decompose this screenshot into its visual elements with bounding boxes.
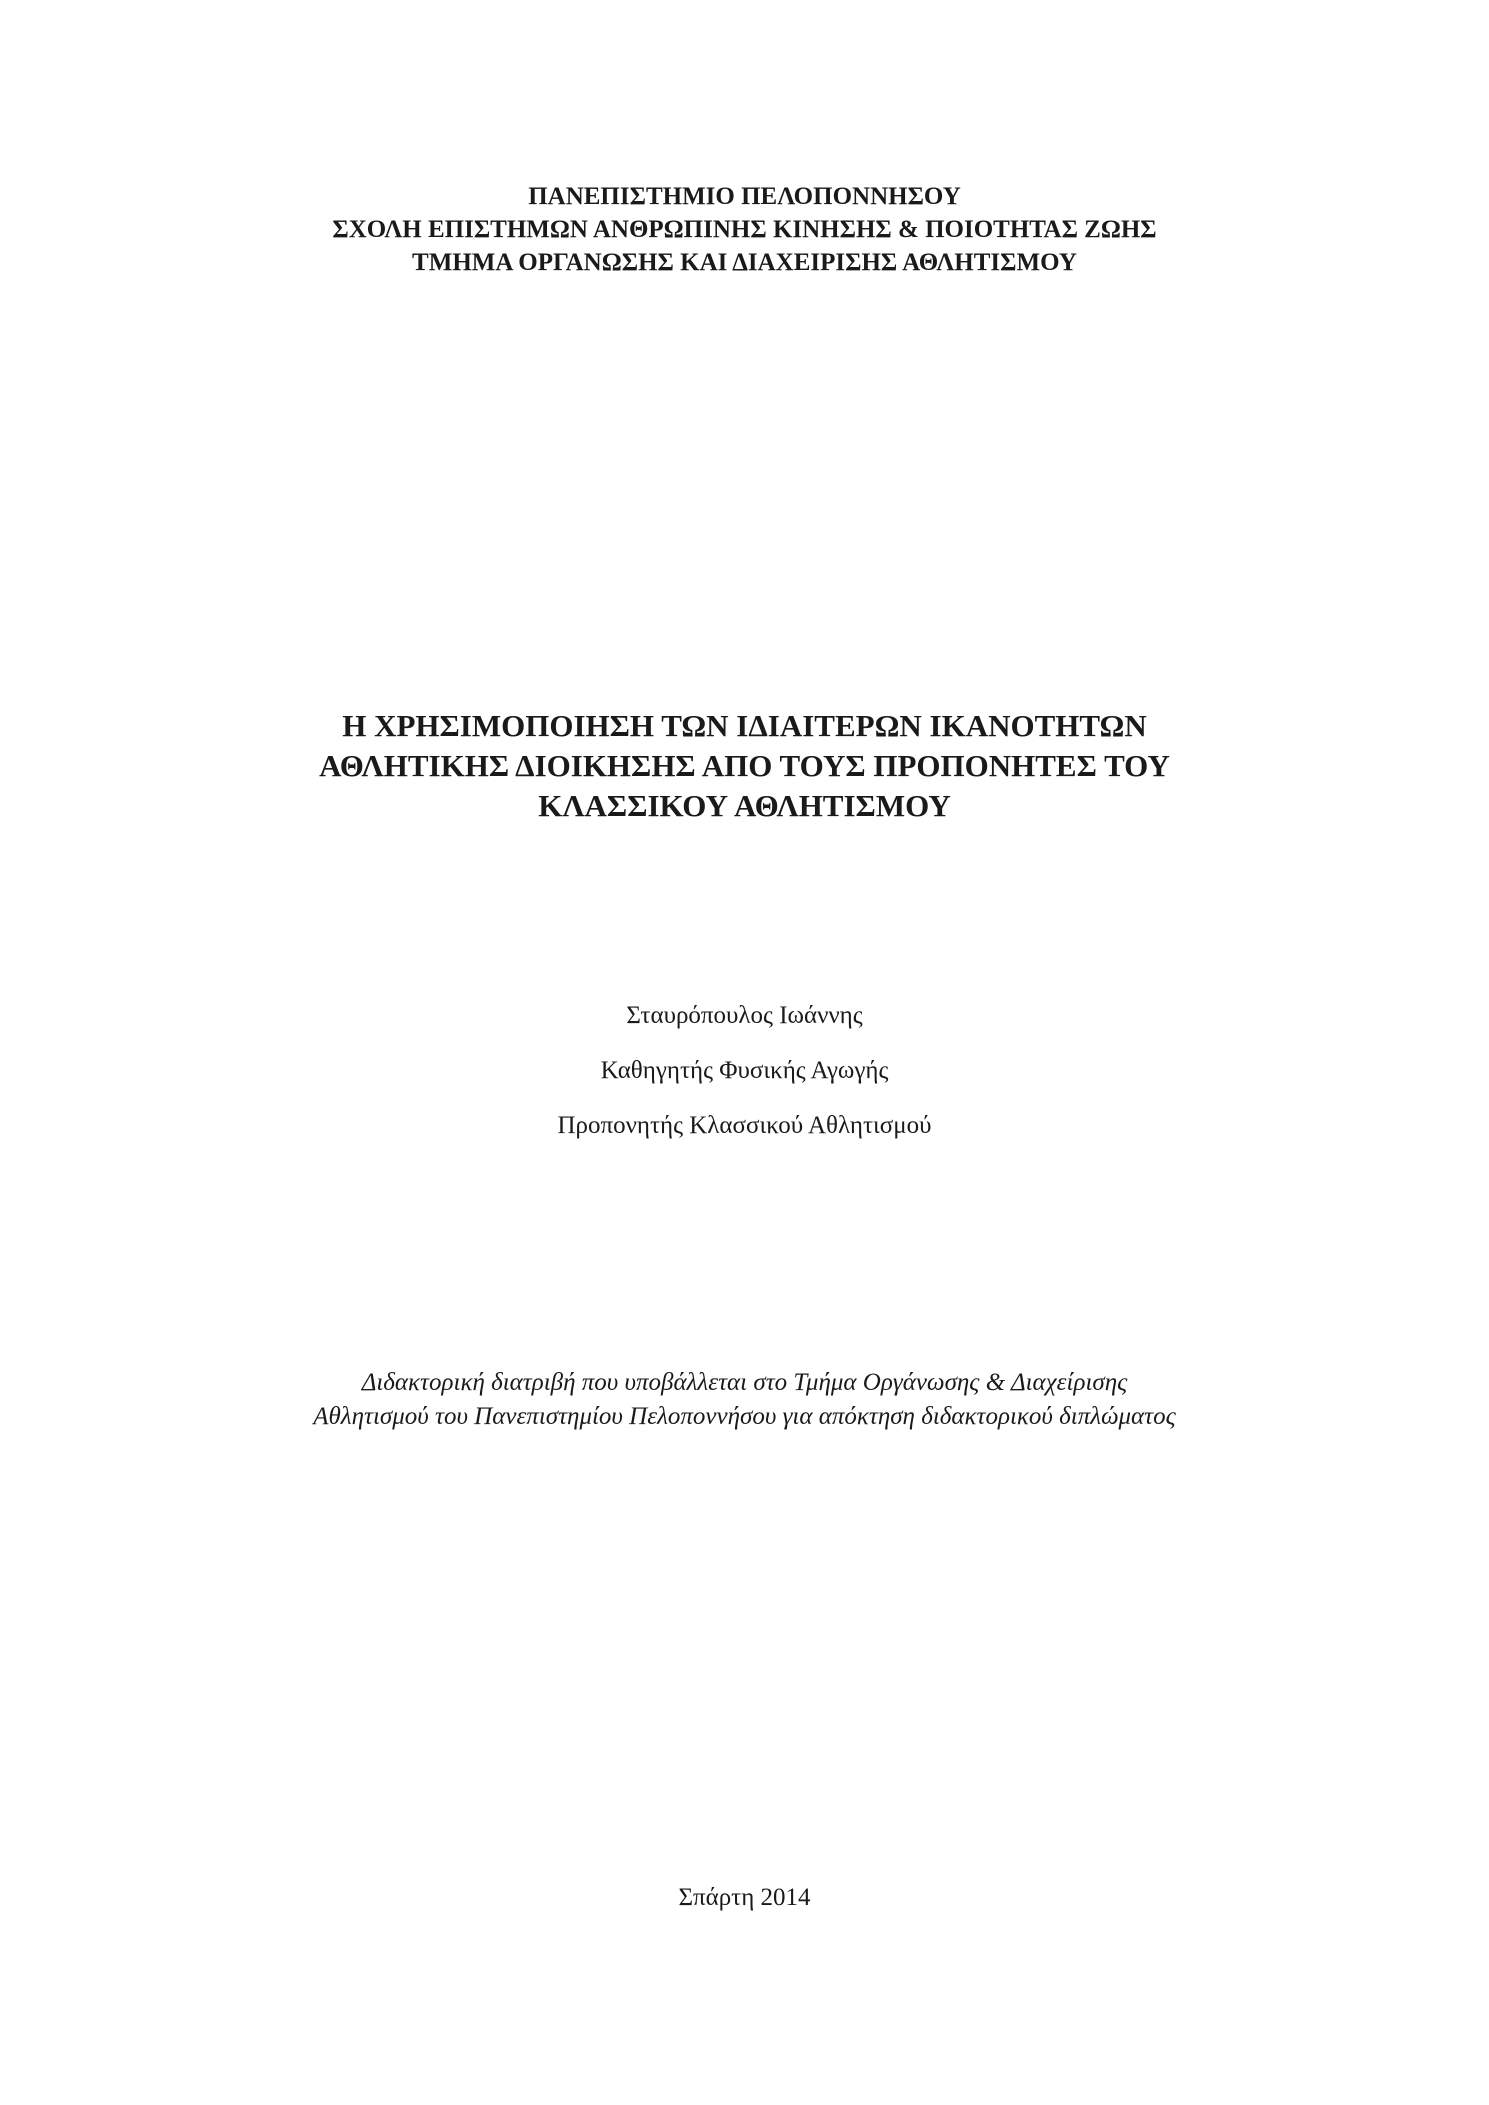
place-date (0, 1882, 1489, 1914)
author-role-1: Καθηγητής Φυσικής Αγωγής (600, 1057, 889, 1084)
department-name: ΤΜΗΜΑ ΟΡΓΑΝΩΣΗΣ ΚΑΙ ΔΙΑΧΕΙΡΙΣΗΣ ΑΘΛΗΤΙΣΜΟΥ (412, 249, 1077, 276)
thesis-title (0, 706, 1489, 826)
submission-statement (0, 1366, 1489, 1434)
author-block (0, 1000, 1489, 1165)
thesis-title-line-1: Η ΧΡΗΣΙΜΟΠΟΙΗΣΗ ΤΩΝ ΙΔΙΑΙΤΕΡΩΝ ΙΚΑΝΟΤΗΤΩΝ (342, 708, 1147, 743)
author-name: Σταυρόπουλος Ιωάννης (626, 1002, 863, 1029)
submission-line-2: Αθλητισμού του Πανεπιστημίου Πελοποννήσου για απόκτηση διδακτορικού διπλώματος (313, 1403, 1176, 1430)
submission-line-1: Διδακτορική διατριβή που υποβάλλεται στο Τμήμα Οργάνωσης & Διαχείρισης (361, 1369, 1128, 1396)
institution-header (0, 180, 1489, 279)
thesis-title-line-2: ΑΘΛΗΤΙΚΗΣ ΔΙΟΙΚΗΣΗΣ ΑΠΟ ΤΟΥΣ ΠΡΟΠΟΝΗΤΕΣ ΤΟΥ (319, 748, 1170, 783)
university-name: ΠΑΝΕΠΙΣΤΗΜΙΟ ΠΕΛΟΠΟΝΝΗΣΟΥ (528, 183, 961, 210)
place-date-text: Σπάρτη 2014 (678, 1884, 811, 1911)
thesis-title-line-3: ΚΛΑΣΣΙΚΟΥ ΑΘΛΗΤΙΣΜΟΥ (538, 788, 951, 823)
author-role-2: Προπονητής Κλασσικού Αθλητισμού (557, 1112, 932, 1139)
school-name: ΣΧΟΛΗ ΕΠΙΣΤΗΜΩΝ ΑΝΘΡΩΠΙΝΗΣ ΚΙΝΗΣΗΣ & ΠΟΙΟΤΗΤΑΣ ΖΩΗΣ (332, 216, 1157, 243)
